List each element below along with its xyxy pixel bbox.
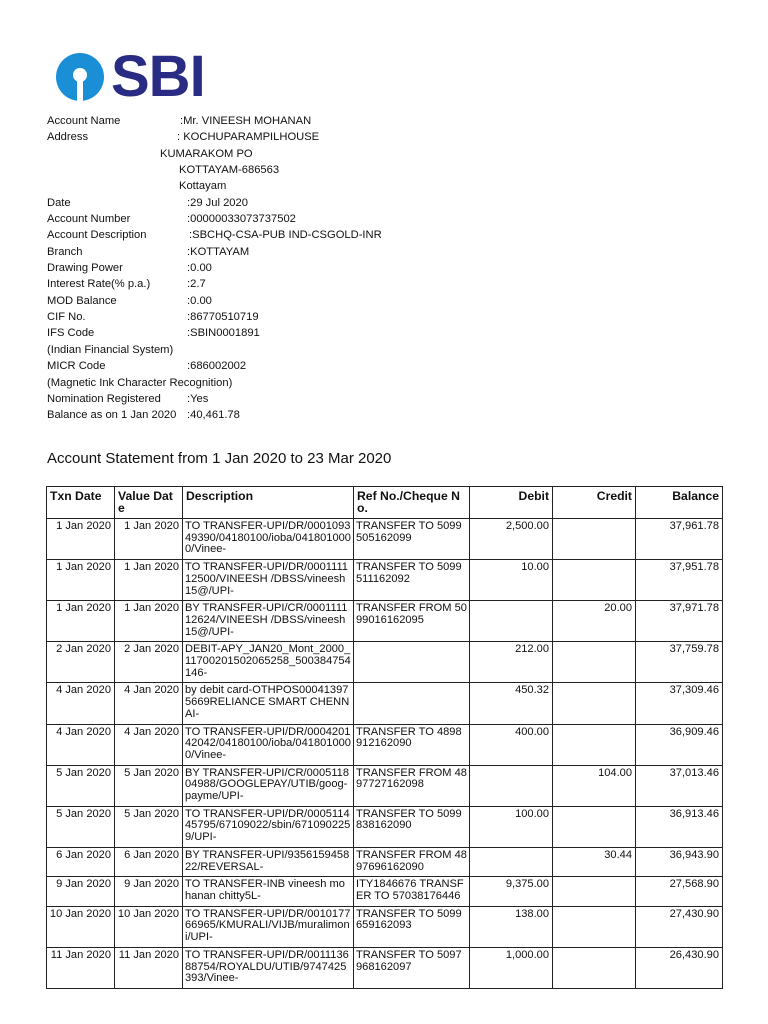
cell-txn-date: 1 Jan 2020 bbox=[47, 560, 115, 601]
cell-credit bbox=[553, 806, 636, 847]
table-row bbox=[47, 906, 723, 947]
info-value: :Mr. VINEESH MOHANAN bbox=[180, 115, 312, 127]
info-label: (Indian Financial System) bbox=[47, 343, 174, 356]
info-value: :86770510719 bbox=[187, 311, 259, 324]
cell-description: TO TRANSFER-UPI/DR/001113688754/ROYALDU/UTIB/9747425393/Vinee- bbox=[183, 947, 354, 988]
cell-balance: 37,961.78 bbox=[636, 519, 723, 560]
info-value: :SBCHQ-CSA-PUB IND-CSGOLD-INR bbox=[189, 229, 382, 242]
cell-ref-no bbox=[354, 683, 470, 724]
table-row bbox=[47, 724, 723, 765]
cell-balance: 36,909.46 bbox=[636, 724, 723, 765]
cell-txn-date: 2 Jan 2020 bbox=[47, 642, 115, 683]
col-credit: Credit bbox=[553, 487, 636, 519]
cell-description: by debit card-OTHPOS000413975669RELIANCE SMART CHENNAI- bbox=[183, 683, 354, 724]
table-row bbox=[47, 519, 723, 560]
info-label: CIF No. bbox=[47, 311, 86, 324]
info-label: MICR Code bbox=[47, 360, 106, 373]
cell-value-date: 1 Jan 2020 bbox=[115, 519, 183, 560]
info-label: Drawing Power bbox=[47, 262, 123, 275]
info-value: :686002002 bbox=[187, 360, 247, 373]
cell-value-date: 10 Jan 2020 bbox=[115, 906, 183, 947]
cell-credit bbox=[553, 724, 636, 765]
cell-ref-no: TRANSFER TO 4898912162090 bbox=[354, 724, 470, 765]
cell-debit: 450.32 bbox=[470, 683, 553, 724]
cell-value-date: 11 Jan 2020 bbox=[115, 947, 183, 988]
cell-balance: 36,943.90 bbox=[636, 847, 723, 876]
cell-debit: 138.00 bbox=[470, 906, 553, 947]
cell-txn-date: 9 Jan 2020 bbox=[47, 877, 115, 906]
cell-ref-no: TRANSFER TO 5099505162099 bbox=[354, 519, 470, 560]
cell-description: BY TRANSFER-UPI/935615945822/REVERSAL- bbox=[183, 847, 354, 876]
cell-credit: 20.00 bbox=[553, 601, 636, 642]
info-label: IFS Code bbox=[47, 327, 95, 340]
cell-credit bbox=[553, 519, 636, 560]
table-row bbox=[47, 560, 723, 601]
cell-description: TO TRANSFER-UPI/DR/000420142042/04180100/ioba/0418010000/Vinee- bbox=[183, 724, 354, 765]
cell-debit: 10.00 bbox=[470, 560, 553, 601]
info-value: :KOTTAYAM bbox=[187, 245, 250, 258]
cell-balance: 37,759.78 bbox=[636, 642, 723, 683]
info-value: :00000033073737502 bbox=[187, 213, 296, 226]
sbi-keyhole-logo-icon bbox=[55, 52, 105, 102]
cell-txn-date: 4 Jan 2020 bbox=[47, 683, 115, 724]
cell-credit bbox=[553, 642, 636, 683]
table-row bbox=[47, 683, 723, 724]
cell-ref-no: TRANSFER FROM 5099016162095 bbox=[354, 601, 470, 642]
col-debit: Debit bbox=[470, 487, 553, 519]
cell-debit bbox=[470, 601, 553, 642]
table-header-row bbox=[47, 487, 723, 519]
cell-ref-no bbox=[354, 642, 470, 683]
cell-debit: 100.00 bbox=[470, 806, 553, 847]
cell-credit bbox=[553, 560, 636, 601]
info-label: Account Description bbox=[47, 229, 147, 242]
cell-credit bbox=[553, 877, 636, 906]
info-label: Address bbox=[47, 131, 89, 144]
cell-value-date: 4 Jan 2020 bbox=[115, 683, 183, 724]
cell-description: DEBIT-APY_JAN20_Mont_2000_11700201502065258_500384754146- bbox=[183, 642, 354, 683]
cell-description: TO TRANSFER-UPI/DR/000109349390/04180100/ioba/0418010000/Vinee- bbox=[183, 519, 354, 560]
cell-txn-date: 5 Jan 2020 bbox=[47, 806, 115, 847]
col-ref-no: Ref No./Cheque No. bbox=[354, 487, 470, 519]
info-value: :Yes bbox=[187, 392, 209, 405]
cell-txn-date: 6 Jan 2020 bbox=[47, 847, 115, 876]
info-label: (Magnetic Ink Character Recognition) bbox=[47, 376, 233, 389]
info-label: Date bbox=[47, 196, 71, 209]
statement-title: Account Statement from 1 Jan 2020 to 23 Mar 2020 bbox=[47, 450, 392, 467]
info-label: Account Name bbox=[47, 115, 121, 127]
cell-description: TO TRANSFER-UPI/DR/001017766965/KMURALI/VIJB/muralimoni/UPI- bbox=[183, 906, 354, 947]
cell-credit bbox=[553, 947, 636, 988]
info-value: :40,461.78 bbox=[187, 409, 240, 422]
cell-value-date: 5 Jan 2020 bbox=[115, 765, 183, 806]
cell-balance: 26,430.90 bbox=[636, 947, 723, 988]
table-row bbox=[47, 947, 723, 988]
cell-balance: 37,971.78 bbox=[636, 601, 723, 642]
cell-credit bbox=[553, 683, 636, 724]
cell-balance: 27,568.90 bbox=[636, 877, 723, 906]
info-value: :2.7 bbox=[187, 278, 206, 291]
info-value: :SBIN0001891 bbox=[187, 327, 260, 340]
info-label: Account Number bbox=[47, 213, 131, 226]
cell-balance: 37,951.78 bbox=[636, 560, 723, 601]
col-balance: Balance bbox=[636, 487, 723, 519]
cell-value-date: 9 Jan 2020 bbox=[115, 877, 183, 906]
cell-debit bbox=[470, 847, 553, 876]
cell-value-date: 1 Jan 2020 bbox=[115, 601, 183, 642]
cell-description: BY TRANSFER-UPI/CR/000111112624/VINEESH /DBSS/vineesh15@/UPI- bbox=[183, 601, 354, 642]
cell-txn-date: 11 Jan 2020 bbox=[47, 947, 115, 988]
info-label: MOD Balance bbox=[47, 294, 117, 307]
col-txn-date: Txn Date bbox=[47, 487, 115, 519]
info-label: Balance as on 1 Jan 2020 bbox=[47, 409, 177, 422]
cell-balance: 37,013.46 bbox=[636, 765, 723, 806]
cell-txn-date: 4 Jan 2020 bbox=[47, 724, 115, 765]
table-row bbox=[47, 877, 723, 906]
table-row bbox=[47, 642, 723, 683]
cell-debit: 9,375.00 bbox=[470, 877, 553, 906]
cell-value-date: 6 Jan 2020 bbox=[115, 847, 183, 876]
cell-balance: 37,309.46 bbox=[636, 683, 723, 724]
cell-value-date: 5 Jan 2020 bbox=[115, 806, 183, 847]
table-row bbox=[47, 601, 723, 642]
cell-description: BY TRANSFER-UPI/CR/000511804988/GOOGLEPAY/UTIB/goog-payme/UPI- bbox=[183, 765, 354, 806]
table-row bbox=[47, 806, 723, 847]
cell-ref-no: TRANSFER TO 5097968162097 bbox=[354, 947, 470, 988]
table-row bbox=[47, 847, 723, 876]
cell-ref-no: TRANSFER TO 5099838162090 bbox=[354, 806, 470, 847]
cell-credit: 30.44 bbox=[553, 847, 636, 876]
info-value: KUMARAKOM PO bbox=[160, 147, 253, 160]
cell-credit: 104.00 bbox=[553, 765, 636, 806]
info-value: :0.00 bbox=[187, 262, 212, 275]
info-value: : KOCHUPARAMPILHOUSE bbox=[177, 131, 320, 144]
info-value: KOTTAYAM-686563 bbox=[179, 164, 280, 177]
cell-balance: 36,913.46 bbox=[636, 806, 723, 847]
info-label: Branch bbox=[47, 245, 83, 258]
cell-txn-date: 1 Jan 2020 bbox=[47, 601, 115, 642]
transactions-table bbox=[46, 486, 723, 989]
sbi-logo-text: SBI bbox=[111, 44, 205, 109]
cell-description: TO TRANSFER-UPI/DR/000511445795/67109022/sbin/6710902259/UPI- bbox=[183, 806, 354, 847]
cell-ref-no: ITY1846676 TRANSFER TO 57038176446 bbox=[354, 877, 470, 906]
info-label: Nomination Registered bbox=[47, 392, 161, 405]
info-value: Kottayam bbox=[179, 180, 227, 193]
cell-balance: 27,430.90 bbox=[636, 906, 723, 947]
cell-txn-date: 10 Jan 2020 bbox=[47, 906, 115, 947]
cell-description: TO TRANSFER-INB vineesh mohanan chitty5L- bbox=[183, 877, 354, 906]
info-label: Interest Rate(% p.a.) bbox=[47, 278, 151, 291]
cell-ref-no: TRANSFER TO 5099511162092 bbox=[354, 560, 470, 601]
cell-value-date: 2 Jan 2020 bbox=[115, 642, 183, 683]
sbi-logo bbox=[55, 44, 205, 109]
table-row bbox=[47, 765, 723, 806]
cell-value-date: 1 Jan 2020 bbox=[115, 560, 183, 601]
cell-ref-no: TRANSFER TO 5099659162093 bbox=[354, 906, 470, 947]
cell-debit bbox=[470, 765, 553, 806]
cell-debit: 2,500.00 bbox=[470, 519, 553, 560]
col-value-date: Value Date bbox=[115, 487, 183, 519]
cell-debit: 1,000.00 bbox=[470, 947, 553, 988]
info-value: :0.00 bbox=[187, 294, 212, 307]
cell-description: TO TRANSFER-UPI/DR/000111112500/VINEESH /DBSS/vineesh15@/UPI- bbox=[183, 560, 354, 601]
cell-value-date: 4 Jan 2020 bbox=[115, 724, 183, 765]
cell-ref-no: TRANSFER FROM 4897696162090 bbox=[354, 847, 470, 876]
cell-credit bbox=[553, 906, 636, 947]
cell-txn-date: 1 Jan 2020 bbox=[47, 519, 115, 560]
cell-debit: 400.00 bbox=[470, 724, 553, 765]
cell-debit: 212.00 bbox=[470, 642, 553, 683]
cell-txn-date: 5 Jan 2020 bbox=[47, 765, 115, 806]
col-description: Description bbox=[183, 487, 354, 519]
info-value: :29 Jul 2020 bbox=[187, 196, 248, 209]
cell-ref-no: TRANSFER FROM 4897727162098 bbox=[354, 765, 470, 806]
